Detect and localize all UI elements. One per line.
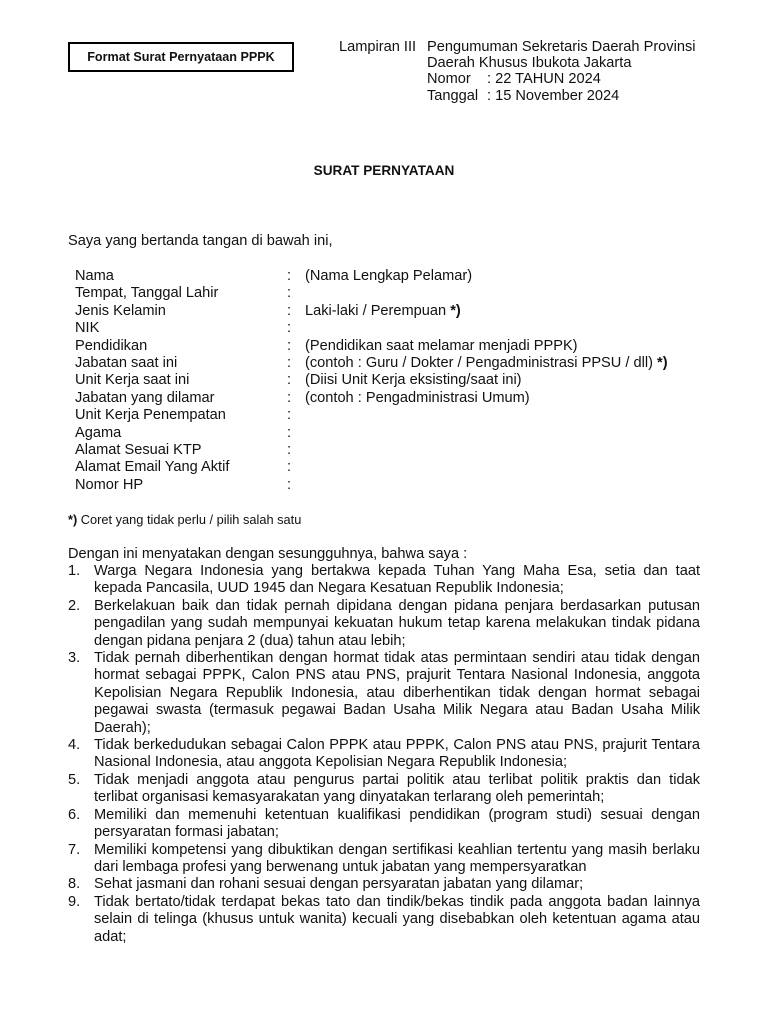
list-item bbox=[68, 807, 700, 842]
field-label: Unit Kerja saat ini bbox=[75, 372, 190, 389]
field-label: Nomor HP bbox=[75, 476, 144, 493]
lampiran-header bbox=[339, 39, 696, 104]
field-row bbox=[75, 425, 668, 442]
field-row bbox=[75, 320, 668, 337]
field-row bbox=[75, 477, 668, 494]
tanggal-label: Tanggal bbox=[427, 87, 479, 104]
field-colon: : bbox=[287, 320, 292, 337]
field-colon: : bbox=[287, 424, 292, 441]
field-row bbox=[75, 442, 668, 459]
field-label: Jenis Kelamin bbox=[75, 302, 166, 319]
list-item-text: Berkelakuan baik dan tidak pernah dipidana dengan pidana penjara berdasarkan putusan pengadilan yang sudah mempunyai kekuatan hukum tetap karena melakukan tindak pidana dengan pidana penjara 2 (dua) tahun atau lebih; bbox=[94, 597, 700, 649]
field-label: Jabatan saat ini bbox=[75, 355, 178, 372]
field-label: Unit Kerja Penempatan bbox=[75, 407, 226, 424]
list-item bbox=[68, 772, 700, 807]
field-label: NIK bbox=[75, 320, 100, 337]
field-label: Tempat, Tanggal Lahir bbox=[75, 285, 219, 302]
lampiran-line2: Daerah Khusus Ibukota Jakarta bbox=[427, 55, 632, 72]
field-label: Alamat Email Yang Aktif bbox=[75, 459, 230, 476]
field-row bbox=[75, 459, 668, 476]
footnote-mark: *) bbox=[68, 512, 78, 527]
list-item-number: 6. bbox=[68, 806, 81, 823]
list-item bbox=[68, 598, 700, 650]
identity-fields bbox=[75, 268, 668, 494]
format-label-box bbox=[68, 42, 294, 72]
declaration-list bbox=[68, 563, 700, 946]
field-row bbox=[75, 268, 668, 285]
list-item bbox=[68, 650, 700, 737]
field-value-text: (Pendidikan saat melamar menjadi PPPK) bbox=[305, 337, 578, 354]
intro-text: Saya yang bertanda tangan di bawah ini, bbox=[68, 233, 333, 249]
footnote-text: Coret yang tidak perlu / pilih salah satu bbox=[77, 512, 302, 527]
field-value bbox=[305, 268, 472, 285]
list-item bbox=[68, 737, 700, 772]
nomor-value: : 22 TAHUN 2024 bbox=[487, 71, 601, 88]
field-value bbox=[305, 355, 668, 372]
list-item-text: Tidak pernah diberhentikan dengan hormat tidak atas permintaan sendiri atau tidak dengan hormat sebagai PPPK, Calon PNS atau PNS, prajurit Tentara Nasional Indonesia, anggota Kepolisian Negara Republik Indonesia, atau diberhentikan tidak dengan hormat sebagai pegawai swasta (termasuk pegawai Badan Usaha Milik Negara atau Badan Usaha Milik Daerah); bbox=[94, 650, 700, 736]
field-value-mark: *) bbox=[657, 355, 668, 372]
list-item-text: Memiliki dan memenuhi ketentuan kualifikasi pendidikan (program studi) sesuai dengan persyaratan formasi jabatan; bbox=[94, 806, 700, 841]
list-item bbox=[68, 563, 700, 598]
field-value bbox=[305, 303, 461, 320]
list-item bbox=[68, 894, 700, 946]
field-value-text: (contoh : Guru / Dokter / Pengadministrasi PPSU / dll) bbox=[305, 355, 658, 372]
field-colon: : bbox=[287, 337, 292, 354]
field-colon: : bbox=[287, 459, 292, 476]
list-item-text: Tidak bertato/tidak terdapat bekas tato dan tindik/bekas tindik pada anggota badan lainnya selain di telinga (khusus untuk wanita) kecuali yang disebabkan oleh ketentuan agama atau adat; bbox=[94, 893, 700, 945]
field-label: Nama bbox=[75, 268, 114, 284]
list-item-text: Sehat jasmani dan rohani sesuai dengan persyaratan jabatan yang dilamar; bbox=[94, 876, 584, 893]
list-item-number: 8. bbox=[68, 876, 81, 893]
field-row bbox=[75, 285, 668, 302]
field-row bbox=[75, 372, 668, 389]
field-label: Agama bbox=[75, 424, 122, 441]
list-item-number: 2. bbox=[68, 597, 81, 614]
field-value-mark: *) bbox=[450, 302, 461, 319]
field-row bbox=[75, 338, 668, 355]
field-colon: : bbox=[287, 407, 292, 424]
field-label: Alamat Sesuai KTP bbox=[75, 442, 202, 459]
field-row bbox=[75, 407, 668, 424]
field-row bbox=[75, 390, 668, 407]
list-item-number: 7. bbox=[68, 841, 81, 858]
field-row bbox=[75, 303, 668, 320]
list-item bbox=[68, 876, 700, 893]
list-item-number: 3. bbox=[68, 650, 81, 667]
list-item-text: Memiliki kompetensi yang dibuktikan dengan sertifikasi keahlian tertentu yang masih berlaku dari lembaga profesi yang berwenang untuk jabatan yang mempersyaratkan bbox=[94, 841, 700, 875]
list-item-text: Tidak berkedudukan sebagai Calon PPPK atau PPPK, Calon PNS atau PNS, prajurit Tentara Nasional Indonesia, atau anggota Kepolisian Negara Republik Indonesia; bbox=[94, 737, 700, 771]
field-colon: : bbox=[287, 285, 292, 302]
field-colon: : bbox=[287, 302, 292, 319]
field-value-text: (Nama Lengkap Pelamar) bbox=[305, 268, 473, 284]
list-item-number: 5. bbox=[68, 771, 81, 788]
field-colon: : bbox=[287, 389, 292, 406]
list-item-number: 9. bbox=[68, 893, 81, 910]
list-item-number: 1. bbox=[68, 563, 81, 579]
field-label: Jabatan yang dilamar bbox=[75, 389, 215, 406]
field-colon: : bbox=[287, 268, 292, 284]
field-value-text: (contoh : Pengadministrasi Umum) bbox=[305, 389, 530, 406]
field-label: Pendidikan bbox=[75, 337, 148, 354]
field-value-text: Laki-laki / Perempuan bbox=[305, 302, 451, 319]
format-label: Format Surat Pernyataan PPPK bbox=[87, 50, 275, 64]
list-item-text: Warga Negara Indonesia yang bertakwa kepada Tuhan Yang Maha Esa, setia dan taat kepada Pancasila, UUD 1945 dan Negara Kesatuan Republik Indonesia; bbox=[94, 563, 700, 597]
field-colon: : bbox=[287, 372, 292, 389]
nomor-label: Nomor bbox=[427, 71, 471, 88]
tanggal-value: : 15 November 2024 bbox=[487, 87, 620, 104]
field-value bbox=[305, 390, 530, 407]
field-value-text: (Diisi Unit Kerja eksisting/saat ini) bbox=[305, 372, 522, 389]
list-item-text: Tidak menjadi anggota atau pengurus partai politik atau terlibat politik praktis dan tidak terlibat organisasi kemasyarakatan yang dinyatakan terlarang oleh pemerintah; bbox=[94, 771, 700, 806]
list-item-number: 4. bbox=[68, 737, 81, 754]
footnote bbox=[68, 512, 301, 527]
field-row bbox=[75, 355, 668, 372]
field-colon: : bbox=[287, 442, 292, 459]
field-value bbox=[305, 372, 522, 389]
list-item bbox=[68, 842, 700, 877]
lampiran-label: Lampiran III bbox=[339, 39, 417, 55]
field-colon: : bbox=[287, 476, 292, 493]
lampiran-line1: Pengumuman Sekretaris Daerah Provinsi bbox=[427, 39, 696, 55]
field-value bbox=[305, 338, 578, 355]
field-colon: : bbox=[287, 355, 292, 372]
page-title: SURAT PERNYATAAN bbox=[313, 163, 455, 178]
statement-text: Dengan ini menyatakan dengan sesungguhnya, bahwa saya : bbox=[68, 546, 468, 562]
